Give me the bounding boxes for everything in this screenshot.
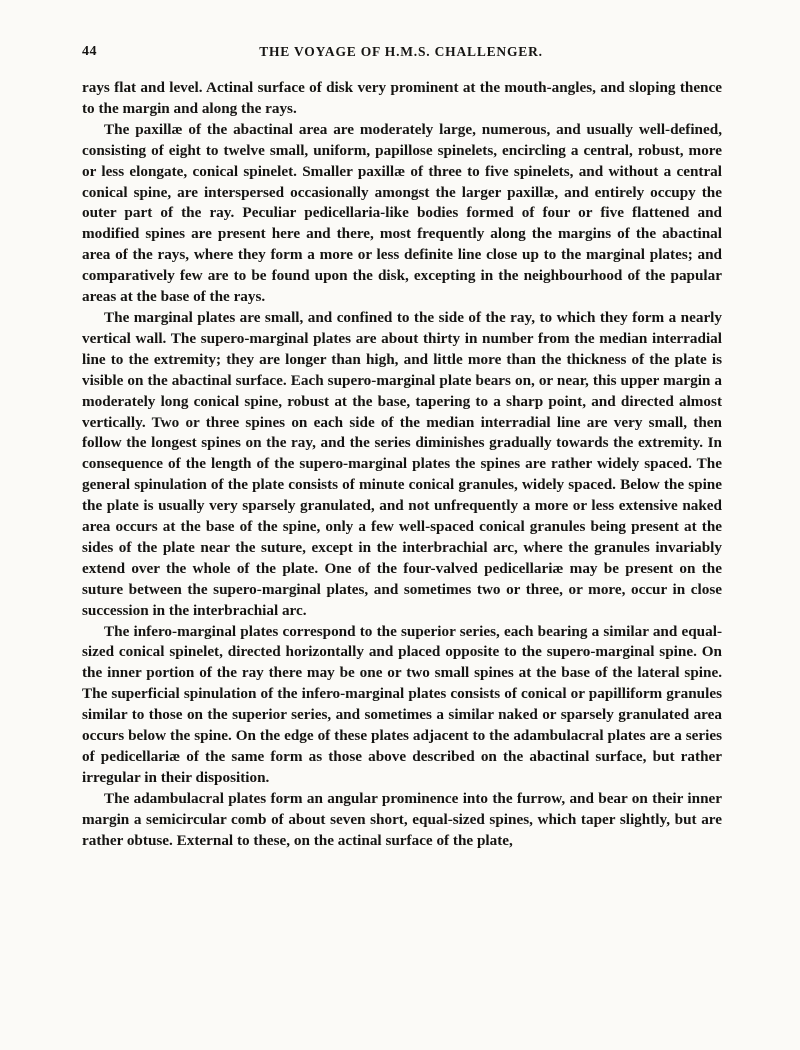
body-text (82, 78, 722, 852)
running-title: THE VOYAGE OF H.M.S. CHALLENGER. (259, 44, 543, 59)
paragraph-adambulacral-plates: The adambulacral plates form an angular prominence into the furrow, and bear on their inner margin a semicircular comb of about seven short, equal-sized spines, which taper slightly, but are rather obtuse. External to these, on the actinal surface of the plate, (82, 789, 722, 849)
paragraph-continued: rays flat and level. Actinal surface of disk very prominent at the mouth-angles, and sloping thence to the margin and along the rays. (82, 79, 722, 117)
paragraph-marginal-plates: The marginal plates are small, and confined to the side of the ray, to which they form a nearly vertical wall. The supero-marginal plates are about thirty in number from the median interradial line to the extremity; they are longer than high, and little more than the thickness of the plate is visible on the abactinal surface. Each supero-marginal plate bears on, or near, this upper margin a moderately long conical spine, robust at the base, tapering to a sharp point, and directed almost vertically. Two or three spines on each side of the median interradial line are very small, then follow the longest spines on the ray, and the series diminishes gradually towards the extremity. In consequence of the length of the supero-marginal plates the spines are rather widely spaced. The general spinulation of the plate consists of minute conical granules, widely spaced. Below the spine the plate is usually very sparsely granulated, and not unfrequently a more or less extensive naked area occurs at the base of the spine, only a few well-spaced conical granules being present at the sides of the plate near the suture, except in the interbrachial arc, where the granules invariably extend over the whole of the plate. One of the four-valved pedicellariæ may be present on the suture between the supero-marginal plates, and sometimes two or three, or more, occur in close succession in the interbrachial arc. (82, 308, 722, 619)
running-header (82, 44, 720, 64)
page-number: 44 (82, 44, 97, 59)
paragraph-infero-marginal-plates: The infero-marginal plates correspond to the superior series, each bearing a similar and equal-sized conical spinelet, directed horizontally and placed opposite to the supero-marginal spine. On the inner portion of the ray there may be one or two small spines at the base of the lateral spine. The superficial spinulation of the infero-marginal plates consists of conical or papilliform granules similar to those on the superior series, and sometimes a similar naked or sparsely granulated area occurs below the spine. On the edge of these plates adjacent to the adambulacral plates are a series of pedicellariæ of the same form as those above described on the abactinal surface, but rather irregular in their disposition. (82, 622, 722, 786)
paragraph-paxillae: The paxillæ of the abactinal area are moderately large, numerous, and usually well-defined, consisting of eight to twelve small, uniform, papillose spinelets, encircling a central, robust, more or less elongate, conical spinelet. Smaller paxillæ of three to five spinelets, and without a central conical spine, are interspersed occasionally amongst the larger paxillæ, and entirely occupy the outer part of the ray. Peculiar pedicellaria-like bodies formed of four or five flattened and modified spines are present here and there, most frequently along the margins of the abactinal area of the rays, where they form a more or less definite line close up to the marginal plates; and comparatively few are to be found upon the disk, excepting in the neighbourhood of the papular areas at the base of the rays. (82, 120, 722, 306)
